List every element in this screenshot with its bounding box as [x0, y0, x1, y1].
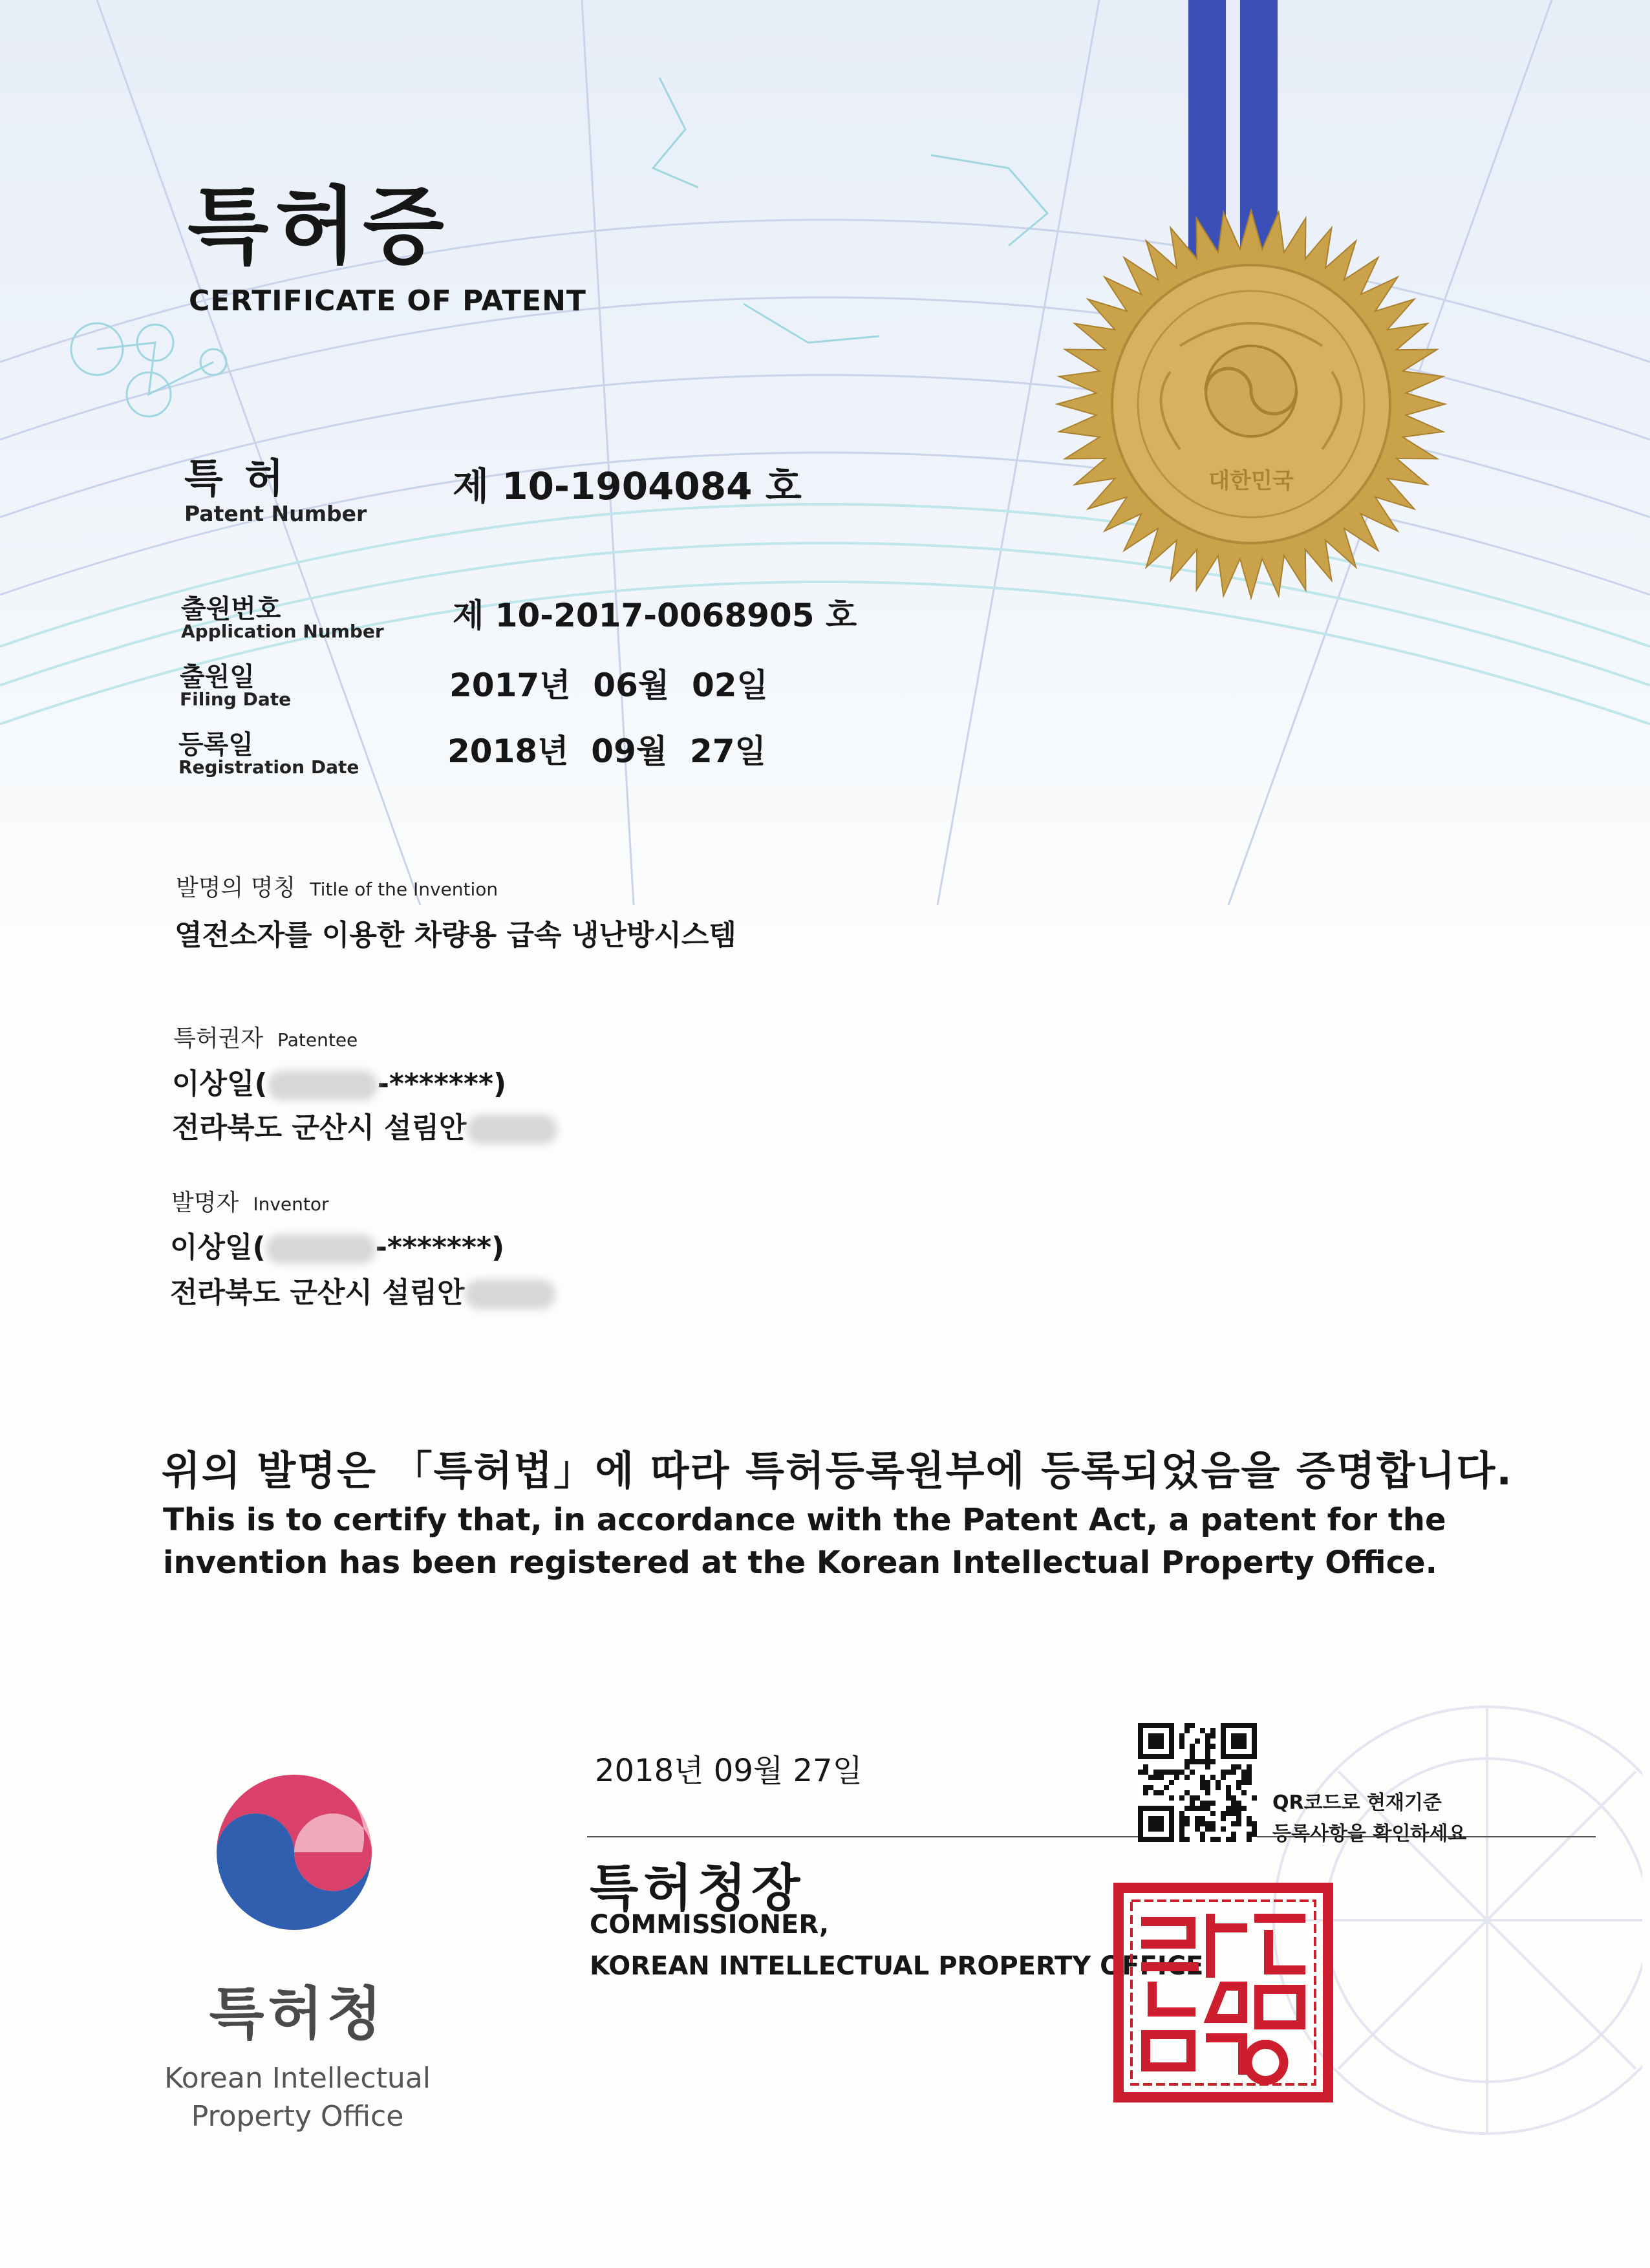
patentee-address — [172, 1104, 557, 1146]
application-number-value: 제 10-2017-0068905 호 — [453, 597, 857, 634]
invention-title: 열전소자를 이용한 차량용 급속 냉난방시스템 — [175, 919, 736, 952]
inventor-name — [170, 1224, 504, 1265]
filing-date-label-en: Filing Date — [180, 689, 292, 710]
invention-label — [176, 870, 498, 903]
issue-date: 2018년 09월 27일 — [595, 1753, 862, 1789]
commissioner-en-line1: COMMISSIONER, — [590, 1910, 830, 1940]
qr-code-icon[interactable] — [1138, 1723, 1257, 1842]
patentee-label — [173, 1020, 358, 1053]
commissioner-en-line2: KOREAN INTELLECTUAL PROPERTY OFFICE — [590, 1951, 1204, 1981]
registration-date-label-en: Registration Date — [178, 756, 359, 778]
qr-note — [1272, 1788, 1466, 1850]
patent-number-label-en: Patent Number — [184, 501, 367, 526]
redaction-blur — [268, 1071, 378, 1100]
patentee-label-en: Patentee — [277, 1029, 358, 1051]
redaction-blur — [467, 1115, 557, 1144]
kipo-name-en — [149, 2059, 446, 2136]
certificate-title-en: CERTIFICATE OF PATENT — [189, 284, 586, 317]
patent-number-value: 제 10-1904084 호 — [453, 464, 802, 508]
qr-note-line1: QR코드로 현재기준 — [1272, 1792, 1442, 1814]
commissioner-ko: 특허청장 — [590, 1859, 806, 1918]
patentee-label-ko: 특허권자 — [173, 1025, 264, 1052]
patentee-name — [172, 1060, 506, 1102]
kipo-logo-icon — [197, 1755, 391, 1949]
official-stamp-icon — [1113, 1883, 1333, 2102]
inventor-label-en: Inventor — [253, 1193, 329, 1215]
patentee-address-text: 전라북도 군산시 설림안 — [172, 1111, 467, 1144]
patentee-name-prefix: 이상일( — [172, 1067, 268, 1100]
redaction-blur — [266, 1234, 376, 1264]
inventor-address — [170, 1269, 555, 1311]
gold-seal-icon — [1051, 204, 1452, 604]
inventor-label — [171, 1184, 329, 1217]
patent-number-label-ko: 특 허 — [184, 455, 288, 502]
kipo-name-en-line2: Property Office — [191, 2100, 404, 2134]
qr-note-line2: 등록사항을 확인하세요 — [1272, 1823, 1467, 1845]
redaction-blur — [465, 1279, 555, 1309]
seal-text: 대한민국 — [1208, 468, 1294, 494]
kipo-name-en-line1: Korean Intellectual — [164, 2062, 431, 2095]
statement-en: This is to certify that, in accordance with the Patent Act, a patent for the invention has been registered at the Korean Intellectual Property Office. — [163, 1502, 1446, 1581]
inventor-name-prefix: 이상일( — [170, 1231, 266, 1264]
filing-date-value: 2017년 06월 02일 — [449, 667, 768, 704]
registration-date-value: 2018년 09월 27일 — [447, 733, 766, 770]
invention-label-en: Title of the Invention — [310, 879, 498, 900]
statement-ko: 위의 발명은 「특허법」에 따라 특허등록원부에 등록되었음을 증명합니다. — [162, 1447, 1513, 1494]
inventor-address-text: 전라북도 군산시 설림안 — [170, 1276, 465, 1309]
kipo-name-ko: 특허청 — [209, 1980, 386, 2047]
patentee-name-suffix: -*******) — [377, 1067, 507, 1100]
registration-date-label-ko: 등록일 — [178, 730, 253, 760]
certificate-title-ko: 특허증 — [188, 177, 451, 275]
inventor-name-suffix: -*******) — [375, 1231, 505, 1264]
invention-label-ko: 발명의 명칭 — [176, 875, 296, 901]
application-number-label-ko: 출원번호 — [181, 594, 281, 624]
commissioner-en — [590, 1904, 1203, 1987]
filing-date-label-ko: 출원일 — [180, 662, 255, 692]
application-number-label-en: Application Number — [181, 621, 384, 642]
inventor-label-ko: 발명자 — [171, 1190, 239, 1216]
